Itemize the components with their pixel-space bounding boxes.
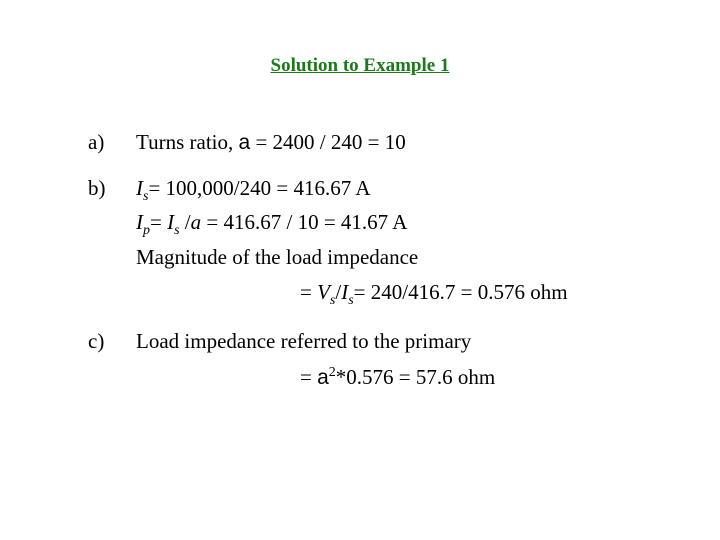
z-slash: / [335,280,342,304]
ref-value: *0.576 = 57.6 ohm [335,365,496,389]
is-value: = 100,000/240 = 416.67 A [148,176,371,200]
turns-ratio-rest: = 2400 / 240 = 10 [250,130,406,154]
is-symbol-2: I [167,210,175,234]
ip-slash: / [179,210,191,234]
ip-a: a [190,210,202,234]
ref-exp: 2 [328,365,336,380]
secondary-current-line [136,176,371,204]
turns-ratio-prefix: Turns ratio, [136,130,239,154]
impedance-line [300,280,568,308]
is-subscript-2: s [174,223,180,238]
label-b: b) [88,176,106,200]
ref-a: a [317,366,329,389]
ip-eq: = [150,210,168,234]
turns-ratio-line [136,130,406,155]
vs-symbol: V [317,280,330,304]
page-title: Solution to Example 1 [270,55,450,76]
ip-subscript: p [143,223,150,238]
turns-ratio-var: a [238,131,251,154]
z-pre: = [300,280,318,304]
label-c: c) [88,329,105,353]
referred-impedance-line: Load impedance referred to the primary [136,329,472,353]
is-symbol: I [136,176,143,200]
is-subscript: s [143,189,149,204]
ref-pre: = [300,365,318,389]
z-value: = 240/416.7 = 0.576 ohm [353,280,568,304]
label-a: a) [88,130,105,154]
ip-symbol: I [136,210,143,234]
primary-current-line [136,210,408,238]
referred-impedance-value [300,365,495,390]
magnitude-line: Magnitude of the load impedance [136,245,419,269]
vs-subscript: s [329,293,336,308]
ip-value: = 416.67 / 10 = 41.67 A [201,210,408,234]
is-symbol-3: I [341,280,349,304]
is-subscript-3: s [348,293,354,308]
